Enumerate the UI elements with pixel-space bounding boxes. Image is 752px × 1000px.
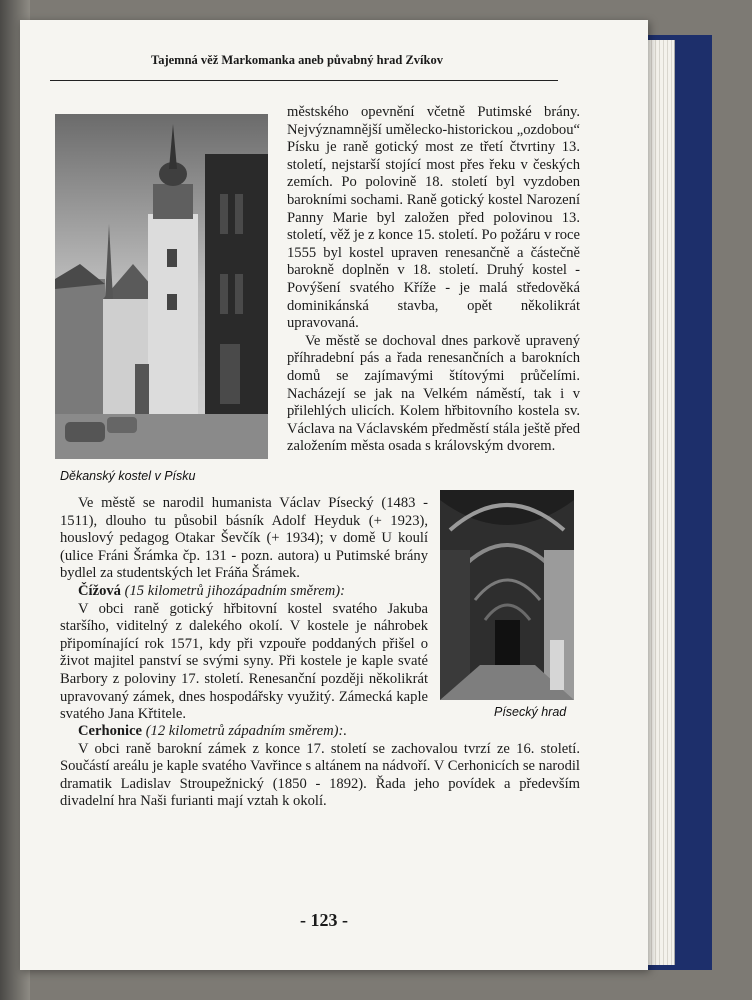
header-rule bbox=[50, 80, 558, 81]
cerhonice-name: Cerhonice bbox=[78, 723, 143, 739]
right-column-text bbox=[287, 104, 580, 456]
castle-caption: Písecký hrad bbox=[494, 705, 567, 719]
cerhonice-text bbox=[60, 723, 580, 811]
running-header: Tajemná věž Markomanka aneb půvabný hrad Zvíkov bbox=[151, 53, 443, 67]
cerhonice-distance: (12 kilometrů západním směrem):. bbox=[142, 723, 348, 739]
cerhonice-heading bbox=[60, 723, 580, 741]
paragraph-cizova: V obci raně gotický hřbitovní kostel svatého Jakuba staršího, viditelný z dalekého okolí. V kostele je náhrobek připomínající rok 1571, kdy při vzpouře poddaných přišel o život majitel panství se svými syny. Při kostele je kaple svaté Barbory z poloviny 17. století. Renesanční později několikrát upravovaný zámek, dnes hospodářsky využitý. Zámecká kaple svatého Jana Křtitele. bbox=[60, 600, 428, 723]
page-number: - 123 - bbox=[300, 910, 348, 930]
church-caption: Děkanský kostel v Písku bbox=[60, 469, 196, 483]
cizova-distance: (15 kilometrů jihozápadním směrem): bbox=[120, 582, 345, 599]
paragraph-town: Ve městě se dochoval dnes parkově upravený příhradební pás a řada renesančních a barokních domů se zajímavými štítovými průčelími. Nacházejí se jak na Velkém náměstí, tak i v přilehlých ulicích. Kolem hřbitovního kostela sv. Václava na Václavském předměstí stála ještě před založením města osada s královským dvorem. bbox=[287, 332, 580, 455]
cizova-name: Čížová bbox=[78, 582, 121, 599]
castle-photo bbox=[440, 490, 574, 700]
cizova-heading bbox=[60, 583, 428, 601]
church-photo bbox=[55, 114, 268, 459]
natives-text bbox=[60, 495, 428, 724]
paragraph-natives: Ve městě se narodil humanista Václav Písecký (1483 - 1511), dlouho tu působil básník Adolf Heyduk (+ 1923), houslový pedagog Otakar Ševčík (+ 1934); v domě U koulí (ulice Fráni Šrámka čp. 131 - pozn. autora) u Putimské brány bydlel za studentských let Fráňa Šrámek. bbox=[60, 495, 428, 582]
paragraph-bridge: městského opevnění včetně Putimské brány. Nejvýznamnější umělecko-historickou „ozdobou“ Písku je raně gotický most ze třetí čtvrtiny 13. století, nejstarší stojící most přes řeku v českých zemích. Po polovině 18. století byl vyzdoben barokními sochami. Raně gotický kostel Narození Panny Marie byl založen před polovinou 13. století, věž je z konce 15. století. Po požáru v roce 1555 byl kostel upraven renesančně a částečně barokně doplněn v 18. století. Druhý kostel - Povýšení svatého Kříže - je malá středověká dominikánská stavba, opět několikrát upravovaná. bbox=[287, 104, 581, 332]
paragraph-cerhonice: V obci raně barokní zámek z konce 17. století se zachovalou tvrzí ze 16. století. Součástí areálu je kaple svatého Vavřince s altánem na nádvoří. V Cerhonicích se narodil dramatik Ladislav Stroupežnický (1850 - 1892). Řada jeho povídek a především divadelní hra Naši furianti mají vztah k okolí. bbox=[60, 740, 580, 810]
